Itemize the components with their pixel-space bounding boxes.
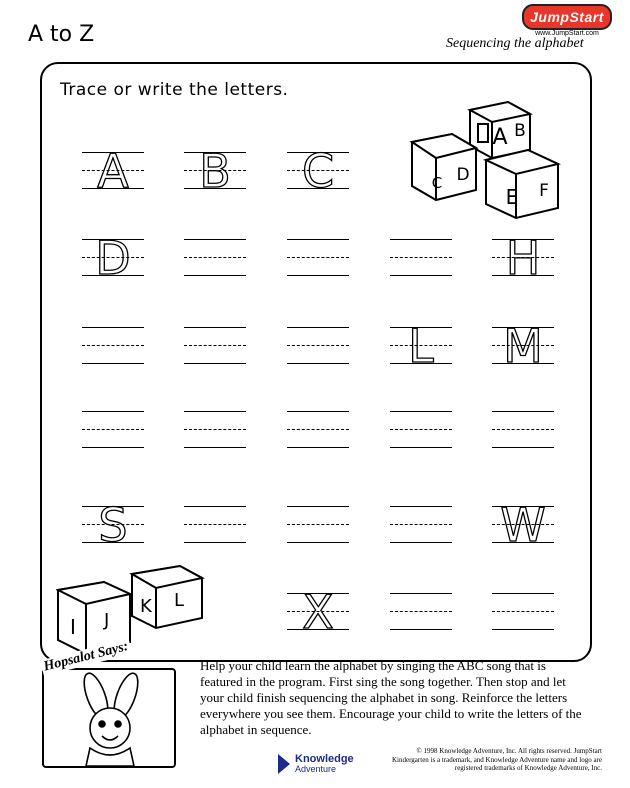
help-text: Help your child learn the alphabet by singing the ABC song that is featured in the program. First sing the song together. Then stop and let your child finish sequencing the alphabet in song. Reinforce the letters everywhere you see them. Encourage your child to write the letters of the alphabet in sequence. [200,658,582,737]
guide-line [82,345,144,346]
logo-url: www.JumpStart.com [535,30,599,37]
brand-line-1: Knowledge [295,753,354,765]
trace-letter: W [500,498,546,552]
guide-line [492,611,554,612]
guide-line [184,239,246,240]
trace-letter: H [505,231,541,285]
writing-line-cell [184,142,246,198]
writing-line-cell [492,317,554,373]
block-letter: K [140,596,152,617]
block-letter: B [514,121,526,141]
hopsalot-box [42,668,176,768]
guide-line [390,593,452,594]
trace-letter: X [302,585,334,639]
copyright-text: © 1998 Knowledge Adventure, Inc. All rights reserved. JumpStart Kindergarten is a trademark, and Knowledge Adventure name and logo are registered trademarks of Knowledge Adventure, Inc. [392,747,602,772]
writing-line-cell [390,317,452,373]
guide-line [287,363,349,364]
guide-line [184,257,246,258]
guide-line [287,411,349,412]
writing-line-cell [492,229,554,285]
trace-letter: B [199,144,231,198]
guide-line [184,447,246,448]
guide-line [492,411,554,412]
guide-line [82,447,144,448]
guide-line [287,447,349,448]
block-letter: C [431,174,443,192]
writing-line-cell [82,142,144,198]
trace-letter: A [97,144,129,198]
writing-line-cell [287,583,349,639]
guide-line [287,542,349,543]
writing-line-cell [390,583,452,639]
writing-line-cell [390,229,452,285]
writing-line-cell [184,317,246,373]
guide-line [492,447,554,448]
guide-line [492,629,554,630]
guide-line [390,524,452,525]
guide-line [184,275,246,276]
block-letter: L [174,590,185,611]
trace-letter: L [408,319,434,373]
writing-line-cell [82,317,144,373]
writing-line-cell [390,496,452,552]
knowledge-adventure-logo [276,754,354,774]
jumpstart-logo: JumpStart [522,4,612,30]
writing-line-cell [287,496,349,552]
bunny-illustration [44,670,174,766]
trace-letter: M [503,319,543,373]
writing-line-cell [492,583,554,639]
guide-line [390,429,452,430]
guide-line [390,542,452,543]
guide-line [287,275,349,276]
alphabet-blocks-top [408,92,568,222]
trace-letter: C [301,144,335,198]
guide-line [82,327,144,328]
guide-line [287,239,349,240]
guide-line [82,429,144,430]
block-letter: D [456,165,470,185]
guide-line [287,327,349,328]
writing-line-cell [287,142,349,198]
writing-line-cell [287,401,349,457]
guide-line [287,524,349,525]
writing-line-cell [287,317,349,373]
writing-line-cell [184,401,246,457]
writing-line-cell [390,401,452,457]
guide-line [390,239,452,240]
page-title: A to Z [28,22,95,47]
guide-line [184,429,246,430]
trace-letter: D [95,231,131,285]
instruction-text: Trace or write the letters. [60,80,289,100]
hopsalot-label: Hopsalot Says: [40,639,132,676]
block-letter: E [505,185,519,209]
block-letter: F [539,181,549,201]
block-letter: J [104,610,110,631]
guide-line [492,593,554,594]
guide-line [390,447,452,448]
guide-line [184,345,246,346]
alphabet-blocks-bottom [56,562,206,662]
guide-line [184,411,246,412]
brand-line-2: Adventure [295,764,337,774]
guide-line [390,411,452,412]
guide-line [184,524,246,525]
guide-line [184,506,246,507]
guide-line [82,363,144,364]
ka-icon [276,754,292,774]
writing-line-cell [82,496,144,552]
guide-line [390,629,452,630]
writing-line-cell [82,401,144,457]
guide-line [184,542,246,543]
guide-line [184,327,246,328]
writing-line-cell [184,496,246,552]
writing-line-cell [184,229,246,285]
guide-line [390,506,452,507]
block-letter: I [70,615,76,639]
guide-line [287,429,349,430]
guide-line [287,257,349,258]
writing-line-cell [492,401,554,457]
page-subtitle: Sequencing the alphabet [446,36,584,51]
block-letter: A [492,125,508,150]
guide-line [287,506,349,507]
writing-line-cell [287,229,349,285]
guide-line [184,363,246,364]
guide-line [82,411,144,412]
guide-line [390,257,452,258]
guide-line [492,429,554,430]
writing-line-cell [492,496,554,552]
guide-line [390,611,452,612]
trace-letter: S [98,498,128,552]
guide-line [287,345,349,346]
writing-line-cell [82,229,144,285]
guide-line [390,275,452,276]
